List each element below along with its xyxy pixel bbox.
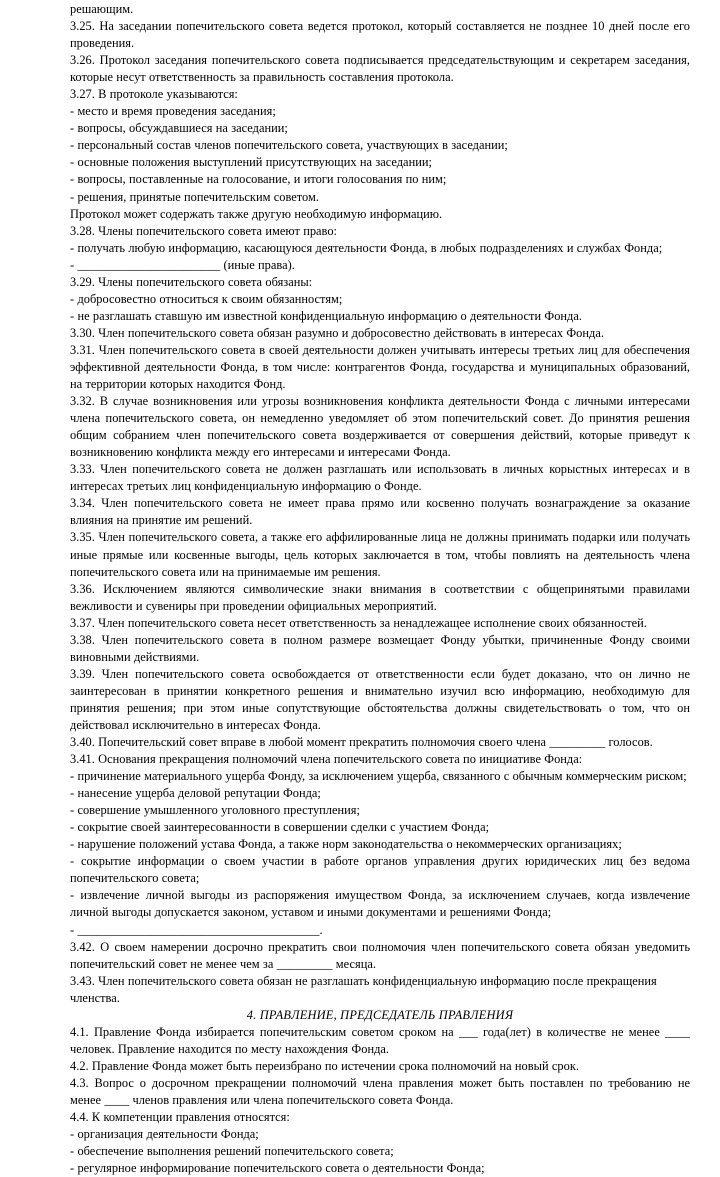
paragraph: 3.33. Член попечительского совета не должен разглашать или использовать в личных корыстных интересах и в интересах третьих лиц конфиденциальную информацию о Фонде. bbox=[70, 462, 690, 494]
paragraph: 4.3. Вопрос о досрочном прекращении полномочий члена правления может быть поставлен по требованию не менее ____ членов правления или члена попечительского совета Фонда. bbox=[70, 1075, 690, 1107]
list-item: - получать любую информацию, касающуюся деятельности Фонда, в любых подразделениях и службах Фонда; bbox=[70, 240, 663, 255]
paragraph: 3.27. В протоколе указываются: bbox=[70, 87, 238, 102]
paragraph: Протокол может содержать также другую необходимую информацию. bbox=[70, 206, 443, 221]
paragraph: 4.4. К компетенции правления относятся: bbox=[70, 1110, 290, 1125]
paragraph: 3.35. Член попечительского совета, а также его аффилированные лица не должны принимать подарки или получать иные прямые или косвенные выгоды, цель которых заключается в том, чтобы повлиять на деятельность члена попечительского совета или на принимаемые им решения. bbox=[70, 530, 690, 579]
list-item: - место и время проведения заседания; bbox=[70, 104, 276, 119]
list-item: - извлечение личной выгоды из распоряжения имуществом Фонда, за исключением случаев, когда извлечение личной выгоды допускается законом, уставом и иными документами и решениями Фонда; bbox=[70, 888, 690, 920]
list-item: - вопросы, поставленные на голосование, и итоги голосования по ним; bbox=[70, 172, 447, 187]
paragraph: 3.32. В случае возникновения или угрозы возникновения конфликта деятельности Фонда с личными интересами члена попечительского совета, он немедленно уведомляет об этом попечительский совет. До принятия решения общим собранием член попечительского совета воздерживается от совершения действий, которые приведут к возникновению конфликта между его интересами и интересами Фонда. bbox=[70, 394, 690, 460]
list-item: - основные положения выступлений присутствующих на заседании; bbox=[70, 155, 432, 170]
paragraph: 4.1. Правление Фонда избирается попечительским советом сроком на ___ года(лет) в количестве не менее ____ человек. Правление находится по месту нахождения Фонда. bbox=[70, 1024, 690, 1056]
paragraph: 3.38. Член попечительского совета в полном размере возмещает Фонду убытки, причиненные Фонду своими виновными действиями. bbox=[70, 632, 690, 664]
paragraph: 3.31. Член попечительского совета в своей деятельности должен учитывать интересы третьих лиц для обеспечения эффективной деятельности Фонда, в том числе: контрагентов Фонда, государства и муниципальных образований, на территории которых находится Фонд. bbox=[70, 342, 690, 392]
list-item: - _______________________________________. bbox=[70, 922, 323, 937]
section-heading: 4. ПРАВЛЕНИЕ, ПРЕДСЕДАТЕЛЬ ПРАВЛЕНИЯ bbox=[246, 1007, 514, 1022]
paragraph: 3.36. Исключением являются символические знаки внимания в соответствии с общепринятыми правилами вежливости и сувениры при проведении официальных мероприятий. bbox=[70, 581, 690, 613]
document-text-body bbox=[70, 0, 690, 1177]
paragraph: 3.41. Основания прекращения полномочий члена попечительского совета по инициативе Фонда: bbox=[70, 752, 583, 767]
list-item: - сокрытие информации о своем участии в работе органов управления других юридических лиц без ведома попечительского совета; bbox=[70, 854, 690, 886]
paragraph: 3.34. Член попечительского совета не имеет права прямо или косвенно получать вознаграждение за оказание влияния на принятие им решений. bbox=[70, 496, 690, 528]
list-item: - регулярное информирование попечительского совета о деятельности Фонда; bbox=[70, 1161, 485, 1176]
paragraph: 3.29. Члены попечительского совета обязаны: bbox=[70, 274, 313, 289]
list-item: - нанесение ущерба деловой репутации Фонда; bbox=[70, 786, 321, 801]
paragraph: 3.25. На заседании попечительского совета ведется протокол, который составляется не позднее 10 дней после его проведения. bbox=[70, 19, 690, 51]
list-item: - причинение материального ущерба Фонду, за исключением ущерба, связанного с обычным коммерческим риском; bbox=[70, 769, 687, 784]
paragraph: 3.30. Член попечительского совета обязан разумно и добросовестно действовать в интересах Фонда. bbox=[70, 325, 604, 340]
paragraph: 3.43. Член попечительского совета обязан не разглашать конфиденциальную информацию после прекращения членства. bbox=[70, 973, 657, 1005]
list-item: - сокрытие своей заинтересованности в совершении сделки с участием Фонда; bbox=[70, 820, 490, 835]
list-item: - добросовестно относиться к своим обязанностям; bbox=[70, 291, 343, 306]
paragraph: 3.39. Член попечительского совета освобождается от ответственности если будет доказано, что он лично не заинтересован в принятии конкретного решения и внимательно изучил всю информацию, необходимую для принятия решения; при этом иные сопутствующие обстоятельства должны свидетельствовать о том, что он действовал исключительно в интересах Фонда. bbox=[70, 666, 690, 732]
paragraph: 3.26. Протокол заседания попечительского совета подписывается председательствующим и секретарем заседания, которые несут ответственность за правильность составления протокола. bbox=[70, 53, 690, 85]
paragraph: 3.28. Члены попечительского совета имеют право: bbox=[70, 223, 337, 238]
list-item: - организация деятельности Фонда; bbox=[70, 1127, 259, 1142]
list-item: - обеспечение выполнения решений попечительского совета; bbox=[70, 1144, 394, 1159]
paragraph: решающим. bbox=[70, 2, 134, 16]
paragraph: 4.2. Правление Фонда может быть переизбрано по истечении срока полномочий на новый срок. bbox=[70, 1058, 579, 1073]
list-item: - не разглашать ставшую им известной конфиденциальную информацию о деятельности Фонда. bbox=[70, 308, 582, 323]
list-item: - _______________________ (иные права). bbox=[70, 257, 295, 272]
list-item: - вопросы, обсуждавшиеся на заседании; bbox=[70, 121, 288, 136]
list-item: - решения, принятые попечительским советом. bbox=[70, 189, 319, 204]
list-item: - нарушение положений устава Фонда, а также норм законодательства о некоммерческих организациях; bbox=[70, 837, 622, 852]
paragraph: 3.42. О своем намерении досрочно прекратить свои полномочия член попечительского совета обязан уведомить попечительский совет не менее чем за _________ месяца. bbox=[70, 939, 690, 971]
paragraph: 3.37. Член попечительского совета несет ответственность за ненадлежащее исполнение своих обязанностей. bbox=[70, 615, 647, 630]
paragraph: 3.40. Попечительский совет вправе в любой момент прекратить полномочия своего члена _________ голосов. bbox=[70, 735, 653, 750]
list-item: - совершение умышленного уголовного преступления; bbox=[70, 803, 360, 818]
list-item: - персональный состав членов попечительского совета, участвующих в заседании; bbox=[70, 138, 508, 153]
